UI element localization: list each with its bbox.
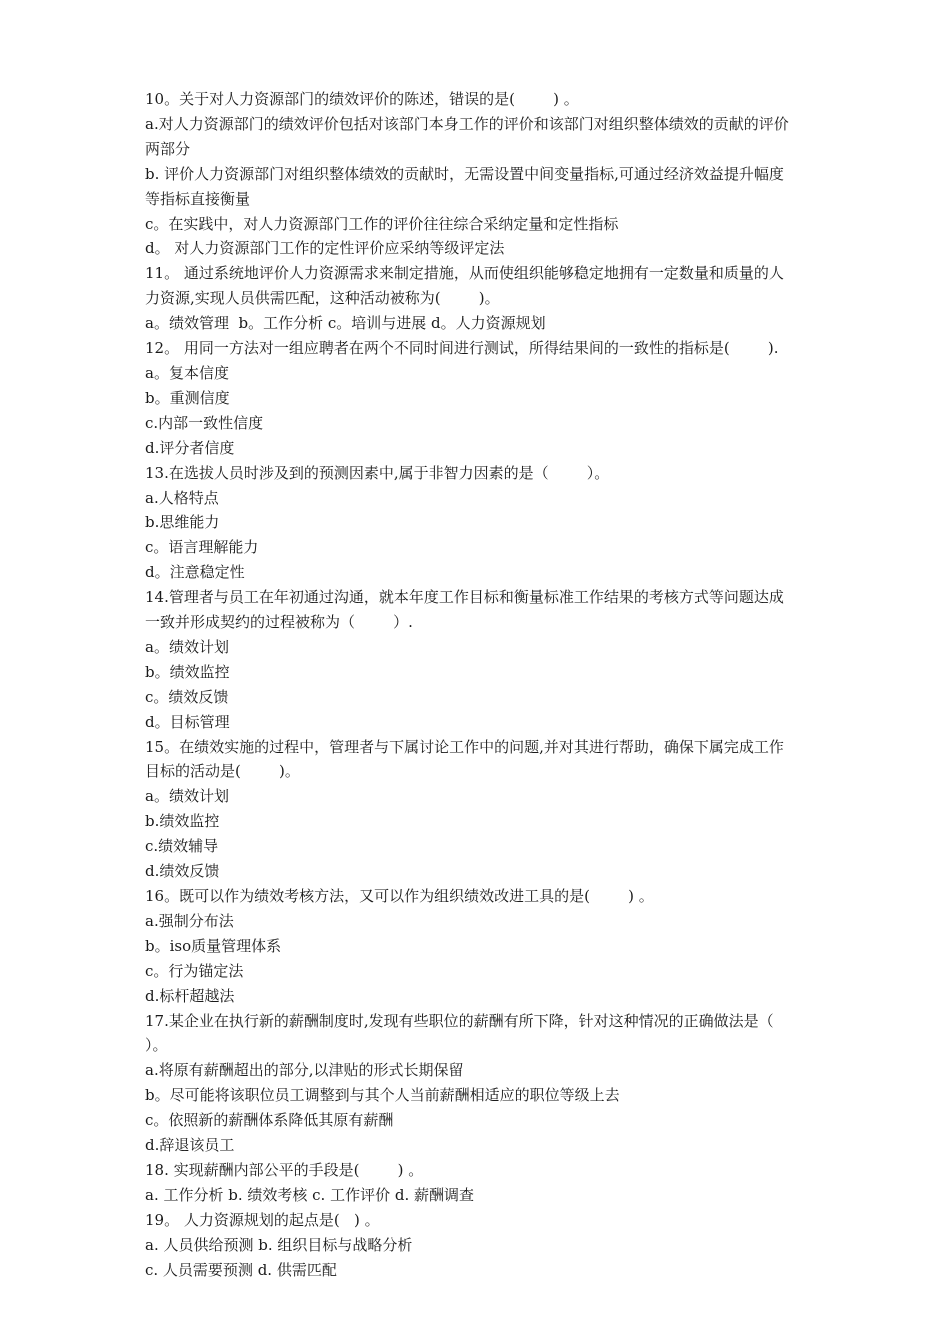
question-option-line: a.强制分布法 — [145, 911, 234, 930]
question-stem-line: 16。既可以作为绩效考核方法，又可以作为组织绩效改进工具的是( ) 。 — [145, 887, 654, 905]
question-option-line: a.将原有薪酬超出的部分,以津贴的形式长期保留 — [145, 1061, 464, 1080]
question-option-line: c。在实践中，对人力资源部门工作的评价往往综合采纳定量和定性指标 — [145, 214, 619, 233]
question-option-line: 等指标直接衡量 — [145, 189, 251, 208]
question-block — [145, 336, 870, 461]
question-option-line: c. 人员需要预测 d. 供需匹配 — [145, 1260, 337, 1279]
question-block — [145, 87, 870, 261]
question-option-line: 两部分 — [145, 139, 191, 158]
question-block — [145, 884, 870, 1009]
question-stem-line: 18. 实现薪酬内部公平的手段是( ) 。 — [145, 1160, 424, 1179]
question-block — [145, 1158, 870, 1208]
question-option-line: d.绩效反馈 — [145, 862, 220, 881]
question-block — [145, 1009, 870, 1158]
question-option-line: b。iso质量管理体系 — [145, 936, 282, 955]
question-block — [145, 585, 870, 734]
question-block — [145, 261, 870, 336]
document-page — [145, 87, 870, 1283]
question-stem-line: 12。 用同一方法对一组应聘者在两个不同时间进行测试，所得结果间的一致性的指标是( ). — [145, 339, 779, 358]
question-option-line: b. 评价人力资源部门对组织整体绩效的贡献时，无需设置中间变量指标,可通过经济效益提升幅度 — [145, 164, 784, 183]
question-option-line: b.绩效监控 — [145, 812, 220, 831]
question-stem-line: 一致并形成契约的过程被称为（ ）. — [145, 613, 413, 632]
question-option-line: d.标杆超越法 — [145, 986, 235, 1005]
question-option-line: c。依照新的薪酬体系降低其原有薪酬 — [145, 1111, 394, 1130]
question-option-line: c。绩效反馈 — [145, 687, 229, 706]
question-option-line: b。重测信度 — [145, 388, 230, 407]
question-option-line: d.评分者信度 — [145, 438, 235, 457]
question-option-line: c.内部一致性信度 — [145, 413, 264, 432]
question-stem-line: 目标的活动是( )。 — [145, 762, 300, 781]
question-stem-line: 11。 通过系统地评价人力资源需求来制定措施，从而使组织能够稳定地拥有一定数量和质量的人 — [145, 264, 784, 283]
question-option-line: a。复本信度 — [145, 363, 229, 382]
question-option-line: c。行为锚定法 — [145, 961, 244, 980]
question-stem-line: 13.在选拔人员时涉及到的预测因素中,属于非智力因素的是（ ）。 — [145, 463, 610, 482]
question-option-line: c.绩效辅导 — [145, 837, 219, 856]
question-stem-line: 10。关于对人力资源部门的绩效评价的陈述，错误的是( ) 。 — [145, 90, 579, 108]
question-option-line: a. 人员供给预测 b. 组织目标与战略分析 — [145, 1235, 413, 1254]
question-stem-line: 力资源,实现人员供需匹配，这种活动被称为( )。 — [145, 289, 500, 308]
question-option-line: d。注意稳定性 — [145, 563, 245, 582]
question-option-line: d。 对人力资源部门工作的定性评价应采纳等级评定法 — [145, 239, 505, 258]
question-option-line: a.人格特点 — [145, 488, 219, 507]
question-stem-line: 15。在绩效实施的过程中，管理者与下属讨论工作中的问题,并对其进行帮助，确保下属完成工作 — [145, 737, 784, 756]
question-option-line: b。尽可能将该职位员工调整到与其个人当前薪酬相适应的职位等级上去 — [145, 1086, 620, 1105]
question-option-line: d.辞退该员工 — [145, 1136, 235, 1155]
question-option-line: a.对人力资源部门的绩效评价包括对该部门本身工作的评价和该部门对组织整体绩效的贡献的评价 — [145, 114, 789, 133]
question-option-line: b。绩效监控 — [145, 662, 230, 681]
question-option-line: a。绩效管理 b。工作分析 c。培训与进展 d。人力资源规划 — [145, 314, 546, 333]
question-option-line: a。绩效计划 — [145, 637, 229, 656]
question-stem-line: 19。 人力资源规划的起点是( ) 。 — [145, 1210, 380, 1229]
question-stem-line: 17.某企业在执行新的薪酬制度时,发现有些职位的薪酬有所下降，针对这种情况的正确做法是（ — [145, 1011, 774, 1030]
question-option-line: a。绩效计划 — [145, 787, 229, 806]
question-stem-line: 14.管理者与员工在年初通过沟通，就本年度工作目标和衡量标准工作结果的考核方式等问题达成 — [145, 588, 784, 607]
question-block — [145, 735, 870, 884]
question-stem-line: ）。 — [145, 1036, 168, 1055]
question-option-line: b.思维能力 — [145, 513, 220, 532]
question-block — [145, 461, 870, 586]
question-option-line: c。语言理解能力 — [145, 538, 259, 557]
question-block — [145, 1208, 870, 1283]
question-option-line: a. 工作分析 b. 绩效考核 c. 工作评价 d. 薪酬调查 — [145, 1185, 474, 1204]
question-option-line: d。目标管理 — [145, 712, 230, 731]
